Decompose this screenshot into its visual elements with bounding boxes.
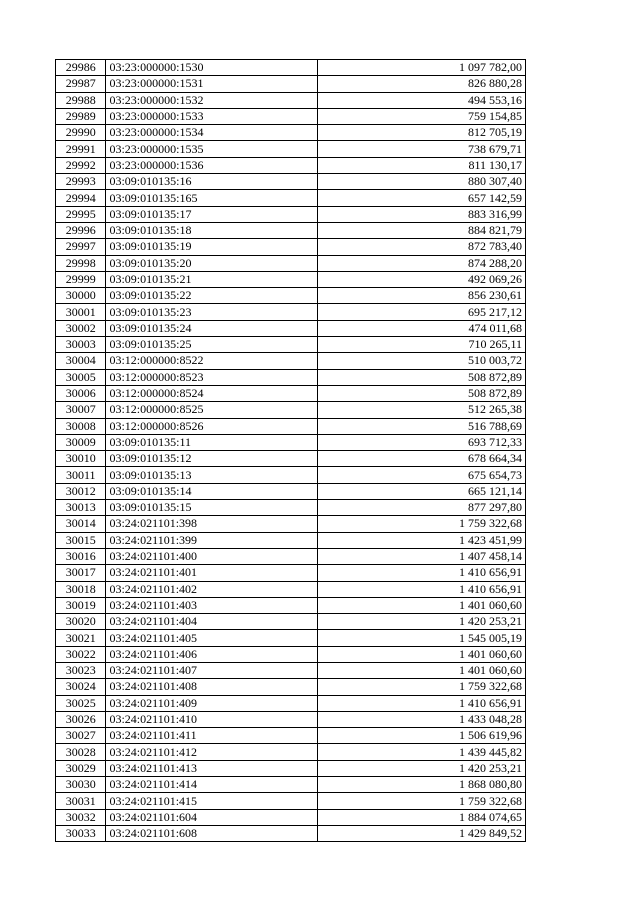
amount-cell: 516 788,69 <box>317 418 525 434</box>
table-row <box>56 125 526 141</box>
row-number-cell: 30030 <box>56 777 106 793</box>
row-number-cell: 30002 <box>56 320 106 336</box>
row-number-cell: 30020 <box>56 614 106 630</box>
row-number-cell: 29990 <box>56 125 106 141</box>
cadastral-number-cell: 03:24:021101:405 <box>106 630 317 646</box>
amount-cell: 1 429 849,52 <box>317 825 525 841</box>
amount-cell: 1 401 060,60 <box>317 662 525 678</box>
amount-cell: 474 011,68 <box>317 320 525 336</box>
row-number-cell: 30018 <box>56 581 106 597</box>
cadastral-number-cell: 03:09:010135:11 <box>106 434 317 450</box>
amount-cell: 492 069,26 <box>317 271 525 287</box>
cadastral-number-cell: 03:23:000000:1535 <box>106 141 317 157</box>
amount-cell: 874 288,20 <box>317 255 525 271</box>
amount-cell: 759 154,85 <box>317 108 525 124</box>
cadastral-number-cell: 03:09:010135:16 <box>106 174 317 190</box>
table-row <box>56 728 526 744</box>
cadastral-number-cell: 03:09:010135:14 <box>106 483 317 499</box>
row-number-cell: 29998 <box>56 255 106 271</box>
row-number-cell: 29991 <box>56 141 106 157</box>
table-row <box>56 353 526 369</box>
amount-cell: 665 121,14 <box>317 483 525 499</box>
row-number-cell: 30007 <box>56 402 106 418</box>
cadastral-number-cell: 03:09:010135:23 <box>106 304 317 320</box>
table-body <box>56 60 526 842</box>
row-number-cell: 30027 <box>56 728 106 744</box>
table-row <box>56 76 526 92</box>
cadastral-number-cell: 03:09:010135:13 <box>106 467 317 483</box>
table-row <box>56 825 526 841</box>
table-row <box>56 222 526 238</box>
cadastral-number-cell: 03:09:010135:165 <box>106 190 317 206</box>
amount-cell: 1 420 253,21 <box>317 614 525 630</box>
table-row <box>56 271 526 287</box>
amount-cell: 1 097 782,00 <box>317 60 525 76</box>
table-row <box>56 304 526 320</box>
cadastral-number-cell: 03:24:021101:402 <box>106 581 317 597</box>
amount-cell: 508 872,89 <box>317 385 525 401</box>
cadastral-number-cell: 03:24:021101:414 <box>106 777 317 793</box>
cadastral-number-cell: 03:24:021101:404 <box>106 614 317 630</box>
table-row <box>56 451 526 467</box>
table-row <box>56 777 526 793</box>
amount-cell: 508 872,89 <box>317 369 525 385</box>
amount-cell: 738 679,71 <box>317 141 525 157</box>
row-number-cell: 30006 <box>56 385 106 401</box>
cadastral-number-cell: 03:09:010135:21 <box>106 271 317 287</box>
row-number-cell: 30026 <box>56 711 106 727</box>
row-number-cell: 30024 <box>56 679 106 695</box>
cadastral-number-cell: 03:24:021101:401 <box>106 565 317 581</box>
row-number-cell: 30013 <box>56 500 106 516</box>
table-row <box>56 288 526 304</box>
amount-cell: 693 712,33 <box>317 434 525 450</box>
table-row <box>56 695 526 711</box>
amount-cell: 1 420 253,21 <box>317 760 525 776</box>
amount-cell: 678 664,34 <box>317 451 525 467</box>
row-number-cell: 30021 <box>56 630 106 646</box>
row-number-cell: 30001 <box>56 304 106 320</box>
cadastral-number-cell: 03:12:000000:8525 <box>106 402 317 418</box>
table-row <box>56 369 526 385</box>
cadastral-number-cell: 03:24:021101:399 <box>106 532 317 548</box>
amount-cell: 1 506 619,96 <box>317 728 525 744</box>
row-number-cell: 30025 <box>56 695 106 711</box>
cadastral-number-cell: 03:12:000000:8522 <box>106 353 317 369</box>
amount-cell: 1 423 451,99 <box>317 532 525 548</box>
amount-cell: 1 407 458,14 <box>317 548 525 564</box>
table-row <box>56 190 526 206</box>
cadastral-number-cell: 03:24:021101:412 <box>106 744 317 760</box>
amount-cell: 1 433 048,28 <box>317 711 525 727</box>
cadastral-number-cell: 03:09:010135:17 <box>106 206 317 222</box>
row-number-cell: 30014 <box>56 516 106 532</box>
row-number-cell: 29987 <box>56 76 106 92</box>
table-row <box>56 60 526 76</box>
table-row <box>56 614 526 630</box>
amount-cell: 494 553,16 <box>317 92 525 108</box>
amount-cell: 1 410 656,91 <box>317 581 525 597</box>
table-row <box>56 206 526 222</box>
table-row <box>56 532 526 548</box>
row-number-cell: 30029 <box>56 760 106 776</box>
table-row <box>56 516 526 532</box>
amount-cell: 826 880,28 <box>317 76 525 92</box>
table-row <box>56 679 526 695</box>
amount-cell: 657 142,59 <box>317 190 525 206</box>
registry-table <box>55 59 526 842</box>
table-row <box>56 385 526 401</box>
table-row <box>56 418 526 434</box>
table-row <box>56 108 526 124</box>
cadastral-number-cell: 03:09:010135:25 <box>106 337 317 353</box>
cadastral-number-cell: 03:09:010135:12 <box>106 451 317 467</box>
table-row <box>56 92 526 108</box>
row-number-cell: 30009 <box>56 434 106 450</box>
amount-cell: 512 265,38 <box>317 402 525 418</box>
table-row <box>56 809 526 825</box>
row-number-cell: 29993 <box>56 174 106 190</box>
amount-cell: 883 316,99 <box>317 206 525 222</box>
row-number-cell: 30031 <box>56 793 106 809</box>
cadastral-number-cell: 03:24:021101:604 <box>106 809 317 825</box>
amount-cell: 1 410 656,91 <box>317 565 525 581</box>
cadastral-number-cell: 03:23:000000:1536 <box>106 157 317 173</box>
row-number-cell: 30016 <box>56 548 106 564</box>
table-row <box>56 483 526 499</box>
table-row <box>56 141 526 157</box>
cadastral-number-cell: 03:24:021101:400 <box>106 548 317 564</box>
table-row <box>56 662 526 678</box>
amount-cell: 1 410 656,91 <box>317 695 525 711</box>
cadastral-number-cell: 03:24:021101:415 <box>106 793 317 809</box>
amount-cell: 675 654,73 <box>317 467 525 483</box>
amount-cell: 510 003,72 <box>317 353 525 369</box>
row-number-cell: 30022 <box>56 646 106 662</box>
row-number-cell: 29997 <box>56 239 106 255</box>
row-number-cell: 30005 <box>56 369 106 385</box>
table-row <box>56 597 526 613</box>
amount-cell: 1 759 322,68 <box>317 793 525 809</box>
amount-cell: 1 545 005,19 <box>317 630 525 646</box>
row-number-cell: 30003 <box>56 337 106 353</box>
cadastral-number-cell: 03:24:021101:413 <box>106 760 317 776</box>
table-row <box>56 467 526 483</box>
cadastral-number-cell: 03:09:010135:15 <box>106 500 317 516</box>
amount-cell: 1 401 060,60 <box>317 597 525 613</box>
cadastral-number-cell: 03:09:010135:19 <box>106 239 317 255</box>
table-row <box>56 711 526 727</box>
cadastral-number-cell: 03:23:000000:1531 <box>106 76 317 92</box>
cadastral-number-cell: 03:24:021101:407 <box>106 662 317 678</box>
table-row <box>56 744 526 760</box>
cadastral-number-cell: 03:24:021101:403 <box>106 597 317 613</box>
cadastral-number-cell: 03:12:000000:8523 <box>106 369 317 385</box>
table-row <box>56 630 526 646</box>
row-number-cell: 30015 <box>56 532 106 548</box>
cadastral-number-cell: 03:24:021101:408 <box>106 679 317 695</box>
amount-cell: 1 759 322,68 <box>317 516 525 532</box>
row-number-cell: 29989 <box>56 108 106 124</box>
row-number-cell: 29986 <box>56 60 106 76</box>
cadastral-number-cell: 03:24:021101:411 <box>106 728 317 744</box>
amount-cell: 710 265,11 <box>317 337 525 353</box>
row-number-cell: 30033 <box>56 825 106 841</box>
amount-cell: 884 821,79 <box>317 222 525 238</box>
row-number-cell: 30008 <box>56 418 106 434</box>
row-number-cell: 30010 <box>56 451 106 467</box>
cadastral-number-cell: 03:09:010135:22 <box>106 288 317 304</box>
table-row <box>56 646 526 662</box>
amount-cell: 1 759 322,68 <box>317 679 525 695</box>
amount-cell: 1 439 445,82 <box>317 744 525 760</box>
table-row <box>56 581 526 597</box>
row-number-cell: 30017 <box>56 565 106 581</box>
row-number-cell: 29994 <box>56 190 106 206</box>
cadastral-number-cell: 03:24:021101:608 <box>106 825 317 841</box>
table-row <box>56 434 526 450</box>
row-number-cell: 30023 <box>56 662 106 678</box>
table-row <box>56 174 526 190</box>
table-row <box>56 402 526 418</box>
cadastral-number-cell: 03:24:021101:410 <box>106 711 317 727</box>
cadastral-number-cell: 03:12:000000:8526 <box>106 418 317 434</box>
row-number-cell: 30012 <box>56 483 106 499</box>
cadastral-number-cell: 03:24:021101:409 <box>106 695 317 711</box>
table-row <box>56 793 526 809</box>
cadastral-number-cell: 03:23:000000:1533 <box>106 108 317 124</box>
row-number-cell: 29995 <box>56 206 106 222</box>
amount-cell: 1 401 060,60 <box>317 646 525 662</box>
amount-cell: 877 297,80 <box>317 500 525 516</box>
row-number-cell: 29988 <box>56 92 106 108</box>
row-number-cell: 30011 <box>56 467 106 483</box>
row-number-cell: 29999 <box>56 271 106 287</box>
amount-cell: 1 868 080,80 <box>317 777 525 793</box>
table-row <box>56 565 526 581</box>
table-row <box>56 760 526 776</box>
table-row <box>56 157 526 173</box>
amount-cell: 811 130,17 <box>317 157 525 173</box>
cadastral-number-cell: 03:23:000000:1532 <box>106 92 317 108</box>
amount-cell: 872 783,40 <box>317 239 525 255</box>
row-number-cell: 30004 <box>56 353 106 369</box>
cadastral-number-cell: 03:09:010135:20 <box>106 255 317 271</box>
row-number-cell: 29996 <box>56 222 106 238</box>
table-row <box>56 320 526 336</box>
cadastral-number-cell: 03:24:021101:398 <box>106 516 317 532</box>
cadastral-number-cell: 03:09:010135:24 <box>106 320 317 336</box>
table-row <box>56 239 526 255</box>
table-row <box>56 337 526 353</box>
row-number-cell: 30028 <box>56 744 106 760</box>
cadastral-number-cell: 03:12:000000:8524 <box>106 385 317 401</box>
amount-cell: 812 705,19 <box>317 125 525 141</box>
amount-cell: 880 307,40 <box>317 174 525 190</box>
cadastral-number-cell: 03:23:000000:1530 <box>106 60 317 76</box>
table-row <box>56 548 526 564</box>
row-number-cell: 30019 <box>56 597 106 613</box>
cadastral-number-cell: 03:23:000000:1534 <box>106 125 317 141</box>
row-number-cell: 29992 <box>56 157 106 173</box>
amount-cell: 1 884 074,65 <box>317 809 525 825</box>
amount-cell: 856 230,61 <box>317 288 525 304</box>
table-row <box>56 500 526 516</box>
cadastral-number-cell: 03:24:021101:406 <box>106 646 317 662</box>
table-row <box>56 255 526 271</box>
cadastral-number-cell: 03:09:010135:18 <box>106 222 317 238</box>
row-number-cell: 30000 <box>56 288 106 304</box>
row-number-cell: 30032 <box>56 809 106 825</box>
amount-cell: 695 217,12 <box>317 304 525 320</box>
